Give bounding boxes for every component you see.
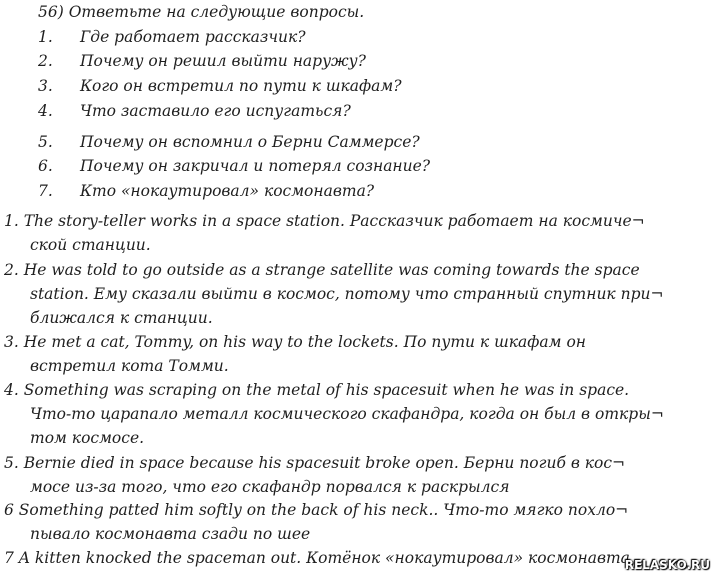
question-number: 5. [38,133,53,151]
question-text: Где работает рассказчик? [80,28,306,46]
answer-line: 4. Something was scraping on the metal of his spacesuit when he was in space. [4,381,630,399]
site-watermark: RELASKO.RU [624,558,710,572]
answer-line: пывало космонавта сзади по шее [30,525,311,543]
question-text: Что заставило его испугаться? [80,102,351,120]
answer-line: мосе из-за того, что его скафандр порвался к раскрылся [30,478,510,496]
answer-line: том космосе. [30,429,145,447]
question-text: Почему он закричал и потерял сознание? [80,157,431,175]
question-text: Почему он вспомнил о Берни Саммерсе? [80,133,420,151]
question-number: 2. [38,52,53,70]
question-number: 7. [38,182,53,200]
answer-line: встретил кота Томми. [30,357,229,375]
answer-line: 3. He met a cat, Tommy, on his way to the lockets. По пути к шкафам он [4,333,586,351]
question-number: 3. [38,77,53,95]
answer-line: 6 Something patted him softly on the back of his neck.. Что-то мягко похло¬ [4,501,629,519]
question-number: 6. [38,157,53,175]
question-number: 4. [38,102,53,120]
question-number: 1. [38,28,53,46]
exercise-heading: 56) Ответьте на следующие вопросы. [38,3,365,21]
answer-line: station. Ему сказали выйти в космос, потому что странный спутник при¬ [30,285,664,303]
answer-line: 2. He was told to go outside as a strange satellite was coming towards the space [4,261,640,279]
answer-line: Что-то царапало металл космического скафандра, когда он был в откры¬ [30,405,664,423]
answer-line: 5. Bernie died in space because his spacesuit broke open. Берни погиб в кос¬ [4,454,626,472]
answer-line: ской станции. [30,236,151,254]
question-text: Кто «нокаутировал» космонавта? [80,182,375,200]
question-text: Кого он встретил по пути к шкафам? [80,77,402,95]
answer-line: 7 A kitten knocked the spaceman out. Котёнок «нокаутировал» космонавта. [4,549,635,567]
question-text: Почему он решил выйти наружу? [80,52,366,70]
answer-line: ближался к станции. [30,309,213,327]
answer-line: 1. The story-teller works in a space station. Рассказчик работает на космиче¬ [4,212,645,230]
